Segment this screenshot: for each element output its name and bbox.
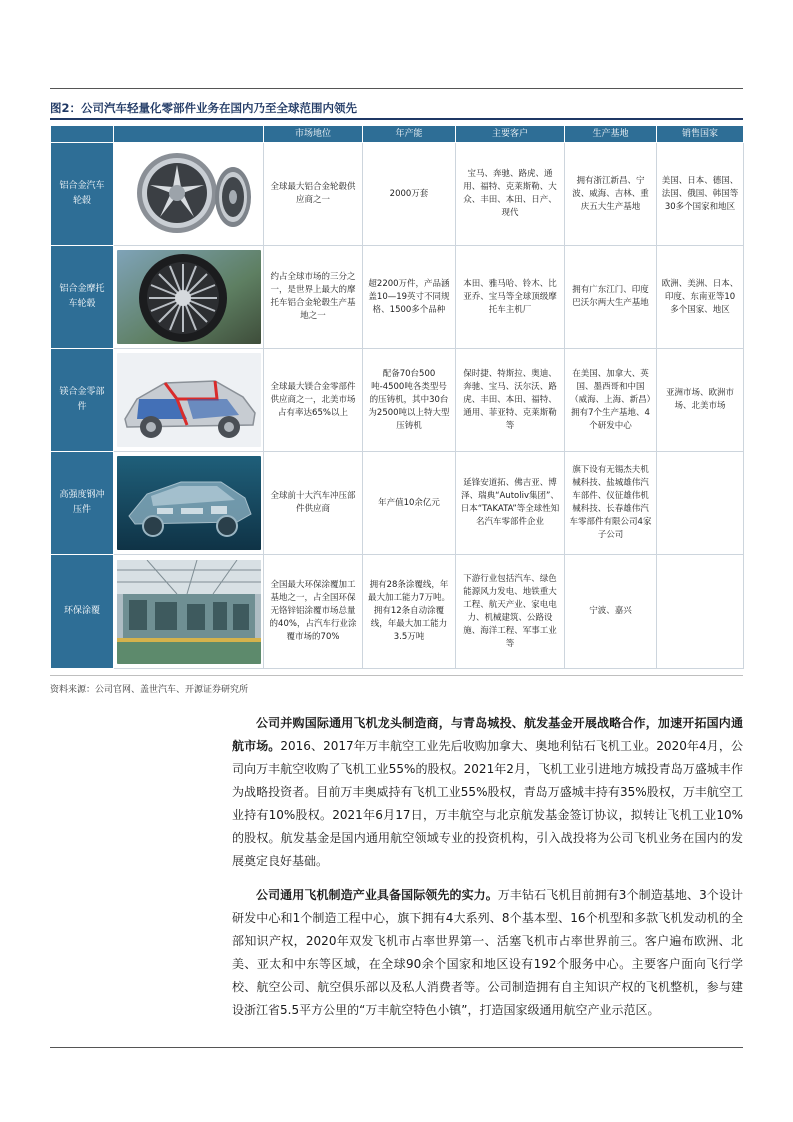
row-category: 铝合金摩托车轮毂 (51, 246, 114, 349)
row-countries (657, 452, 744, 555)
header-rule (50, 88, 743, 89)
row-capacity: 超2200万件，产品涵盖10—19英寸不同规格、1500多个品种 (363, 246, 456, 349)
motorcycle-wheel-image (117, 250, 261, 344)
footer-rule (50, 1047, 743, 1048)
row-capacity: 年产值10余亿元 (363, 452, 456, 555)
business-table (50, 125, 744, 669)
source-rule (50, 675, 743, 676)
row-customers: 宝马、奔驰、路虎、通用、福特、克莱斯勒、大众、丰田、本田、日产、现代 (456, 143, 565, 246)
row-countries: 亚洲市场、欧洲市场、北美市场 (657, 349, 744, 452)
row-countries: 美国、日本、德国、法国、俄国、韩国等30多个国家和地区 (657, 143, 744, 246)
row-bases: 旗下设有无锡杰夫机械科技、盐城雄伟汽车部件、仪征雄伟机械科技、长春雄伟汽车零部件有限公司4家子公司 (565, 452, 657, 555)
table-header-row (51, 126, 744, 143)
row-market-position: 全球最大铝合金轮毂供应商之一 (264, 143, 363, 246)
row-bases: 拥有广东江门、印度巴沃尔两大生产基地 (565, 246, 657, 349)
row-capacity: 2000万套 (363, 143, 456, 246)
row-customers: 本田、雅马哈、铃木、比亚乔、宝马等全球顶级摩托车主机厂 (456, 246, 565, 349)
row-customers: 下游行业包括汽车、绿色能源风力发电、地铁重大工程、航天产业、家电电力、机械建筑、公路设施、海洋工程、军事工业等 (456, 555, 565, 669)
row-category: 铝合金汽车轮毂 (51, 143, 114, 246)
row-bases: 宁波、嘉兴 (565, 555, 657, 669)
row-bases: 在美国、加拿大、英国、墨西哥和中国（威海、上海、新昌）拥有7个生产基地、4个研发中心 (565, 349, 657, 452)
paragraph-lead: 公司并购国际通用飞机龙头制造商，与青岛城投、航发基金开展战略合作，加速开拓国内通航市场。 (232, 716, 743, 753)
alloy-wheel-image (117, 147, 261, 241)
row-market-position: 全球前十大汽车冲压部件供应商 (264, 452, 363, 555)
paragraph-body: 万丰钻石飞机目前拥有3个制造基地、3个设计研发中心和1个制造工程中心，旗下拥有4大系列、8个基本型、16个机型和多款飞机发动机的全部知识产权，2020年双发飞机市占率世界第一、活塞飞机市占率世界前三。客户遍布欧洲、北美、亚太和中东等区域，在全球90余个国家和地区设有192个服务中心。主要客户面向飞行学校、航空公司、航空俱乐部以及私人消费者等。公司制造拥有自主知识产权的飞机整机，参与建设浙江省5.5平方公里的“万丰航空特色小镇”，打造国家级通用航空产业示范区。 (232, 888, 743, 1017)
figure-title: 图2：公司汽车轻量化零部件业务在国内乃至全球范围内领先 (50, 101, 357, 115)
row-customers: 保时捷、特斯拉、奥迪、奔驰、宝马、沃尔沃、路虎、丰田、本田、福特、通用、菲亚特、克莱斯勒等 (456, 349, 565, 452)
row-capacity: 拥有28条涂覆线，年最大加工能力7万吨。拥有12条自动涂覆线，年最大加工能力3.5万吨 (363, 555, 456, 669)
table-row (51, 143, 744, 246)
table-row (51, 349, 744, 452)
row-bases: 拥有浙江新昌、宁波、威海、吉林、重庆五大生产基地 (565, 143, 657, 246)
table-row (51, 555, 744, 669)
header-market-position: 市场地位 (264, 126, 363, 143)
car-body-image (117, 353, 261, 447)
row-category: 镁合金零部件 (51, 349, 114, 452)
row-category: 环保涂覆 (51, 555, 114, 669)
row-category: 高强度钢冲压件 (51, 452, 114, 555)
coating-factory-image (117, 560, 261, 664)
row-countries: 欧洲、美洲、日本、印度、东南亚等10多个国家、地区 (657, 246, 744, 349)
row-capacity: 配备70台500吨-4500吨各类型号的压铸机，其中30台为2500吨以上特大型压铸机 (363, 349, 456, 452)
header-capacity: 年产能 (363, 126, 456, 143)
header-customers: 主要客户 (456, 126, 565, 143)
row-customers: 延锋安道拓、佛吉亚、博泽、瑞典“Autoliv集团”、日本“TAKATA”等全球性知名汽车零部件企业 (456, 452, 565, 555)
stamping-parts-image (117, 456, 261, 550)
row-market-position: 约占全球市场的三分之一，是世界上最大的摩托车铝合金轮毂生产基地之一 (264, 246, 363, 349)
header-bases: 生产基地 (565, 126, 657, 143)
row-market-position: 全国最大环保涂覆加工基地之一，占全国环保无铬锌铝涂覆市场总量的40%，占汽车行业涂覆市场的70% (264, 555, 363, 669)
table-row (51, 452, 744, 555)
header-image (114, 126, 264, 143)
table-row (51, 246, 744, 349)
row-countries (657, 555, 744, 669)
row-market-position: 全球最大镁合金零部件供应商之一，北美市场占有率达65%以上 (264, 349, 363, 452)
paragraph-body: 2016、2017年万丰航空工业先后收购加拿大、奥地利钻石飞机工业。2020年4月，公司向万丰航空收购了飞机工业55%的股权。2021年2月，飞机工业引进地方城投青岛万盛城丰作为战略投资者。目前万丰奥威持有飞机工业55%股权，青岛万盛城丰持有35%股权，万丰航空工业持有10%股权。2021年6月17日，万丰航空与北京航发基金签订协议，拟转让飞机工业10%的股权。航发基金是国内通用航空领域专业的投资机构，引入战投将为公司飞机业务在国内的发展奠定良好基础。 (232, 739, 743, 868)
figure-source: 资料来源：公司官网、盖世汽车、开源证券研究所 (50, 685, 249, 695)
paragraph-lead: 公司通用飞机制造产业具备国际领先的实力。 (256, 888, 498, 902)
header-category (51, 126, 114, 143)
figure-title-rule (50, 118, 743, 120)
paragraph-aircraft-manufacturing (232, 884, 743, 1022)
header-countries: 销售国家 (657, 126, 744, 143)
paragraph-aviation-acquisition (232, 712, 743, 873)
